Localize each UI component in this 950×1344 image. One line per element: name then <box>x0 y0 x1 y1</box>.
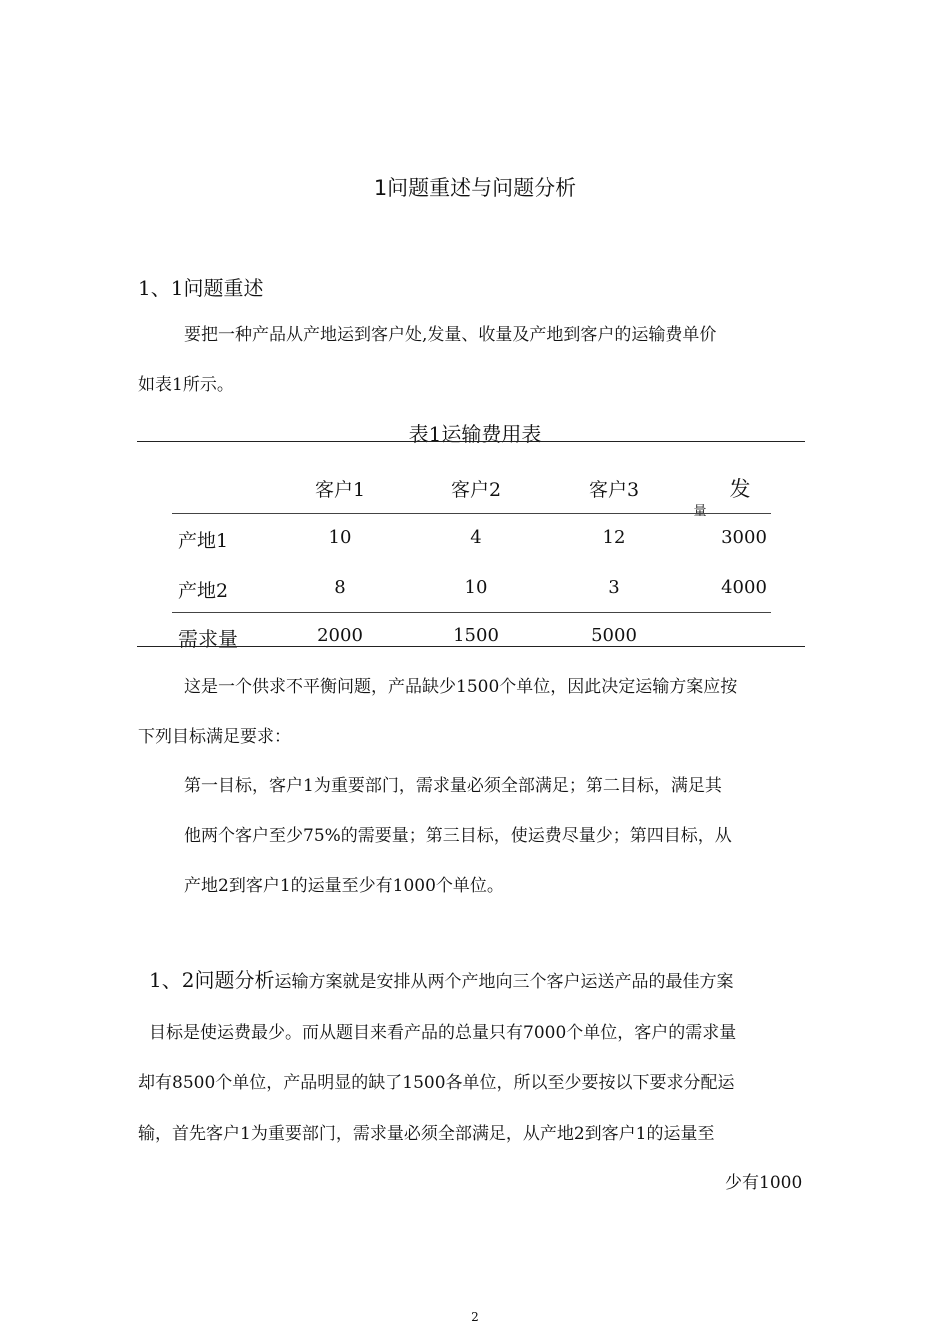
header-supply-overflow: 量 <box>693 504 707 519</box>
header-customer-3: 客户3 <box>588 479 640 501</box>
section-heading-1-2: 1、2问题分析 <box>149 968 275 992</box>
table-cell: 3 <box>608 577 620 598</box>
paragraph-text: 运输方案就是安排从两个产地向三个客户运送产品的最佳方案 <box>274 972 734 992</box>
table-top-rule <box>137 441 805 442</box>
table-body-rule <box>172 612 771 613</box>
paragraph-line: 如表1所示。 <box>138 375 234 395</box>
paragraph-line: 下列目标满足要求： <box>138 727 291 747</box>
paragraph-line: 要把一种产品从产地运到客户处,发量、收量及产地到客户的运输费单价 <box>184 325 717 345</box>
table-header-rule <box>172 513 771 514</box>
table-cell: 4000 <box>721 577 767 598</box>
row-label-demand: 需求量 <box>178 627 238 651</box>
table-caption: 表1运输费用表 <box>408 422 542 446</box>
table-cell: 5000 <box>591 625 637 646</box>
page-title: 1问题重述与问题分析 <box>373 176 577 200</box>
page-number: 2 <box>471 1310 479 1324</box>
table-cell: 10 <box>464 577 488 598</box>
paragraph-line: 他两个客户至少75%的需要量；第三目标，使运费尽量少；第四目标，从 <box>184 826 732 846</box>
paragraph-line: 少有1000 <box>725 1173 803 1193</box>
paragraph-line: 第一目标，客户1为重要部门，需求量必须全部满足；第二目标，满足其 <box>184 776 722 796</box>
header-customer-2: 客户2 <box>450 479 502 501</box>
table-cell: 12 <box>602 527 626 548</box>
header-supply: 发 <box>729 477 751 501</box>
paragraph-line: 产地2到客户1的运量至少有1000个单位。 <box>184 876 504 896</box>
section-heading-1-1: 1、1问题重述 <box>138 276 264 300</box>
paragraph-line: 输，首先客户1为重要部门，需求量必须全部满足，从产地2到客户1的运量至 <box>138 1124 715 1144</box>
table-bottom-rule <box>137 646 805 647</box>
row-label-origin-2: 产地2 <box>178 580 229 602</box>
table-cell: 2000 <box>317 625 363 646</box>
table-cell: 10 <box>328 527 352 548</box>
paragraph-line: 这是一个供求不平衡问题，产品缺少1500个单位，因此决定运输方案应按 <box>184 677 738 697</box>
header-customer-1: 客户1 <box>314 479 366 501</box>
table-cell: 4 <box>470 527 482 548</box>
section-2-first-line <box>149 964 733 993</box>
table-cell: 8 <box>334 577 346 598</box>
table-cell: 3000 <box>721 527 767 548</box>
paragraph-line: 目标是使运费最少。而从题目来看产品的总量只有7000个单位，客户的需求量 <box>149 1023 737 1043</box>
table-cell: 1500 <box>453 625 499 646</box>
row-label-origin-1: 产地1 <box>178 530 229 552</box>
paragraph-line: 却有8500个单位，产品明显的缺了1500各单位，所以至少要按以下要求分配运 <box>138 1073 735 1093</box>
